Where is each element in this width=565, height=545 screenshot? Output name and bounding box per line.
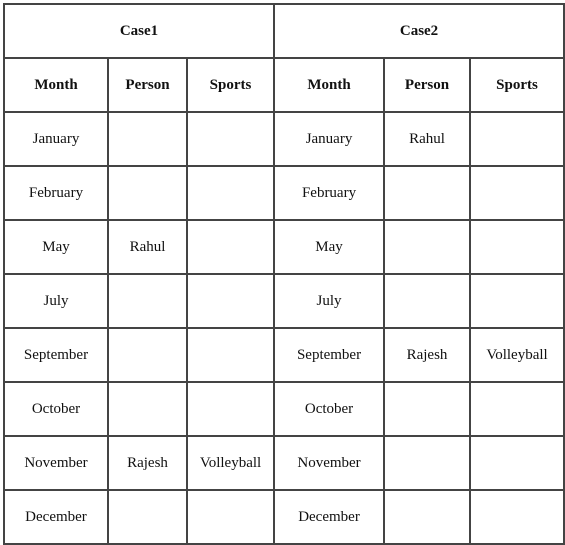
case2-person-cell: Rahul [384, 112, 470, 166]
case1-person-header: Person [108, 58, 187, 112]
table-row [4, 382, 564, 436]
case2-person-cell: Rajesh [384, 328, 470, 382]
case1-month-cell: December [4, 490, 108, 544]
case1-person-cell [108, 166, 187, 220]
table-row [4, 436, 564, 490]
case1-sports-cell [187, 328, 274, 382]
case2-sports-cell [470, 166, 564, 220]
case1-month-cell: February [4, 166, 108, 220]
case1-month-header: Month [4, 58, 108, 112]
case2-month-cell: October [274, 382, 384, 436]
case1-month-cell: July [4, 274, 108, 328]
case2-person-cell [384, 166, 470, 220]
case2-sports-cell [470, 220, 564, 274]
group-header-row [4, 4, 564, 58]
case2-person-cell [384, 220, 470, 274]
case1-sports-header: Sports [187, 58, 274, 112]
case1-sports-cell [187, 112, 274, 166]
case2-sports-cell [470, 436, 564, 490]
case1-person-cell: Rajesh [108, 436, 187, 490]
case2-sports-header: Sports [470, 58, 564, 112]
table-row [4, 112, 564, 166]
table-row [4, 166, 564, 220]
case2-month-cell: May [274, 220, 384, 274]
case1-sports-cell [187, 274, 274, 328]
case2-person-cell [384, 436, 470, 490]
case2-person-header: Person [384, 58, 470, 112]
case1-month-cell: October [4, 382, 108, 436]
case2-sports-cell [470, 490, 564, 544]
case1-person-cell [108, 490, 187, 544]
case1-sports-cell [187, 382, 274, 436]
case1-sports-cell: Volleyball [187, 436, 274, 490]
case1-person-cell [108, 112, 187, 166]
case2-sports-cell [470, 112, 564, 166]
table-row [4, 274, 564, 328]
table-row [4, 490, 564, 544]
case2-month-cell: July [274, 274, 384, 328]
case2-group-header: Case2 [274, 4, 564, 58]
case2-person-cell [384, 490, 470, 544]
table-row [4, 220, 564, 274]
case1-group-header: Case1 [4, 4, 274, 58]
case1-person-cell [108, 328, 187, 382]
case2-sports-cell: Volleyball [470, 328, 564, 382]
table-row [4, 328, 564, 382]
case1-month-cell: November [4, 436, 108, 490]
case1-sports-cell [187, 220, 274, 274]
case2-sports-cell [470, 382, 564, 436]
case2-month-cell: September [274, 328, 384, 382]
column-header-row [4, 58, 564, 112]
case1-month-cell: January [4, 112, 108, 166]
case1-person-cell: Rahul [108, 220, 187, 274]
case1-month-cell: May [4, 220, 108, 274]
case2-month-cell: November [274, 436, 384, 490]
case2-month-header: Month [274, 58, 384, 112]
case2-person-cell [384, 274, 470, 328]
case1-person-cell [108, 274, 187, 328]
case1-sports-cell [187, 490, 274, 544]
case1-sports-cell [187, 166, 274, 220]
case2-person-cell [384, 382, 470, 436]
case1-month-cell: September [4, 328, 108, 382]
case1-person-cell [108, 382, 187, 436]
case-comparison-table [3, 3, 565, 545]
case2-month-cell: December [274, 490, 384, 544]
case2-sports-cell [470, 274, 564, 328]
case2-month-cell: January [274, 112, 384, 166]
case2-month-cell: February [274, 166, 384, 220]
